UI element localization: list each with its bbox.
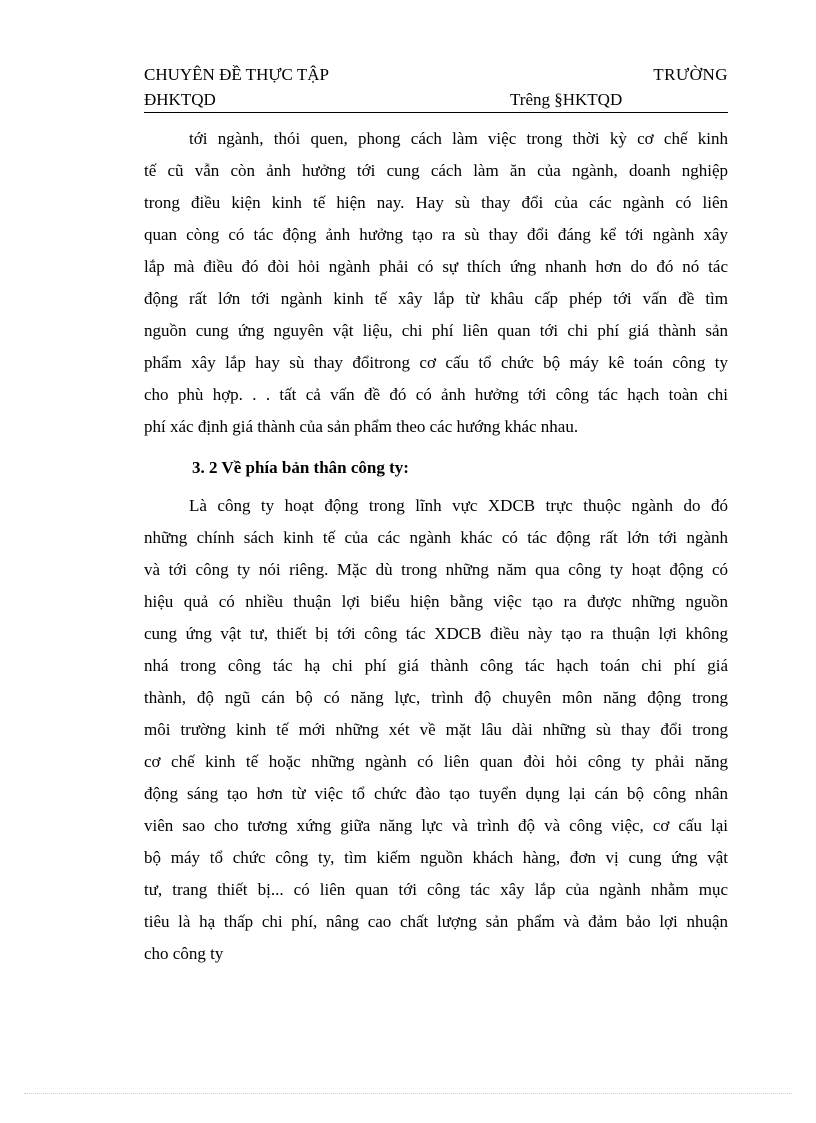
- text-line: cơ chế kinh tế hoặc những ngành có liên quan đòi hỏi công ty phải năng: [144, 752, 728, 771]
- text-line: tiêu là hạ thấp chi phí, nâng cao chất lượng sản phẩm và đảm bảo lợi nhuận: [144, 912, 728, 931]
- paragraph-1: [144, 123, 728, 443]
- text-line: cho phù hợp. . . tất cả vấn đề đó có ảnh hưởng tới công tác hạch toàn chi: [144, 385, 728, 404]
- document-body: [144, 123, 728, 970]
- text-line: trong điều kiện kinh tế hiện nay. Hay sù thay đổi của các ngành có liên: [144, 193, 728, 212]
- text-line: hiệu quả có nhiều thuận lợi biểu hiện bằng việc tạo ra được những nguồn: [144, 592, 728, 611]
- text-line: bộ máy tổ chức công ty, tìm kiếm nguồn khách hàng, đơn vị cung ứng vật: [144, 848, 728, 867]
- text-line: môi trường kinh tế mới những xét về mặt lâu dài những sù thay đổi trong: [144, 720, 728, 739]
- text-line: cung ứng vật tư, thiết bị tới công tác XDCB điều này tạo ra thuận lợi không: [144, 624, 728, 643]
- text-line: phẩm xây lắp hay sù thay đổitrong cơ cấu tổ chức bộ máy kê toán công ty: [144, 353, 728, 372]
- page-header: [144, 62, 728, 113]
- text-line: cho công ty: [144, 944, 224, 963]
- page-bottom-rule: [24, 1093, 792, 1094]
- text-line: những chính sách kinh tế của các ngành khác có tác động rất lớn tới ngành: [144, 528, 728, 547]
- paragraph-2: [144, 490, 728, 970]
- header-report-title: CHUYÊN ĐỀ THỰC TẬP: [144, 65, 329, 84]
- text-line: phí xác định giá thành của sản phẩm theo các hướng khác nhau.: [144, 417, 579, 436]
- text-line: nguồn cung ứng nguyên vật liệu, chi phí liên quan tới chi phí giá thành sản: [144, 321, 728, 340]
- text-line: quan còng có tác động ảnh hưởng tạo ra sù thay đổi đáng kể tới ngành xây: [144, 225, 728, 244]
- header-school-name: Trêng §HKTQD: [510, 90, 623, 109]
- text-line: tư, trang thiết bị... có liên quan tới công tác xây lắp của ngành nhằm mục: [144, 880, 728, 899]
- text-line: Là công ty hoạt động trong lĩnh vực XDCB trực thuộc ngành do đó: [189, 496, 728, 515]
- header-row-1: [144, 62, 728, 87]
- section-heading: 3. 2 Về phía bản thân công ty:: [192, 458, 409, 477]
- text-line: động rất lớn tới ngành kinh tế xây lắp từ khâu cấp phép tới vấn đề tìm: [144, 289, 728, 308]
- text-line: tới ngành, thói quen, phong cách làm việc trong thời kỳ cơ chế kinh: [189, 129, 728, 148]
- text-line: và tới công ty nói riêng. Mặc dù trong những năm qua công ty hoạt động có: [144, 560, 728, 579]
- text-line: tế cũ vẫn còn ảnh hưởng tới cung cách làm ăn của ngành, doanh nghiệp: [144, 161, 728, 180]
- text-line: lắp mà điều đó đòi hỏi ngành phải có sự thích ứng nhanh hơn do đó nó tác: [144, 257, 728, 276]
- text-line: thành, độ ngũ cán bộ có năng lực, trình độ chuyên môn năng động trong: [144, 688, 728, 707]
- header-school-abbrev: ĐHKTQD: [144, 90, 216, 109]
- text-line: động sáng tạo hơn từ việc tổ chức đào tạo tuyển dụng lại cán bộ công nhân: [144, 784, 728, 803]
- header-school-label: TRƯỜNG: [653, 65, 728, 84]
- text-line: viên sao cho tương xứng giữa năng lực và trình độ và công việc, cơ cấu lại: [144, 816, 728, 835]
- header-row-2: [144, 87, 728, 112]
- text-line: nhá trong công tác hạ chi phí giá thành công tác hạch toán chi phí giá: [144, 656, 728, 675]
